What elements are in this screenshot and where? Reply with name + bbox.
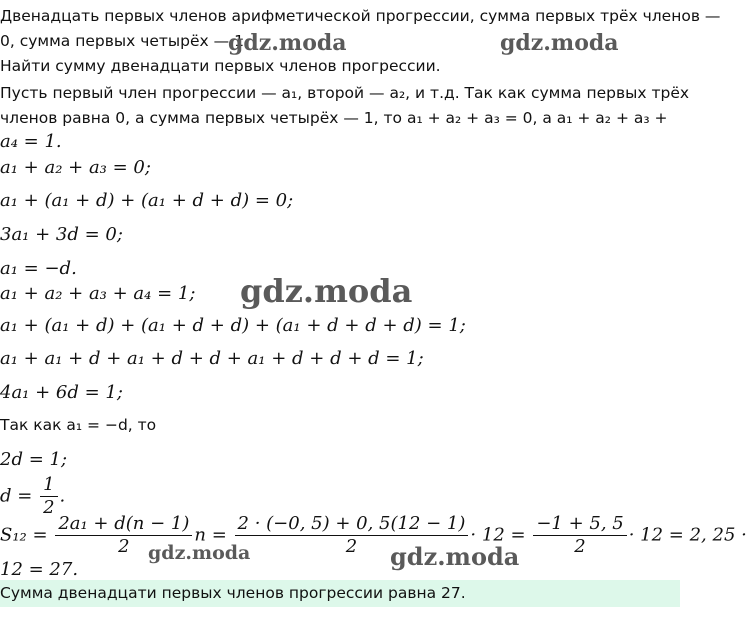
equation-8: 4a₁ + 6d = 1;	[0, 382, 123, 403]
s12-f2-denominator: 2	[345, 536, 358, 557]
s12-equation	[0, 513, 747, 558]
equation-3: 3a₁ + 3d = 0;	[0, 224, 123, 245]
answer-box	[0, 580, 680, 607]
solution-intro-1: Пусть первый член прогрессии — a₁, второй — a₂, и т.д. Так как сумма первых трёх	[0, 84, 690, 102]
s12-f3-denominator: 2	[574, 536, 586, 557]
s12-f1-numerator: 2a₁ + d(n − 1)	[55, 513, 192, 536]
s12-mid: · 12 =	[470, 524, 526, 546]
answer-text: Сумма двенадцати первых членов прогрессии равна 27.	[0, 584, 466, 602]
equation-1: a₁ + a₂ + a₃ = 0;	[0, 157, 151, 178]
equation-4: a₁ = −d.	[0, 258, 77, 279]
s12-n: n =	[194, 524, 227, 546]
eq11-numerator: 1	[40, 474, 57, 497]
equation-10: 2d = 1;	[0, 449, 68, 470]
watermark-logo: gdz.moda	[390, 542, 520, 571]
solution-intro-3: a₄ = 1.	[0, 131, 62, 152]
s12-f2-numerator: 2 · (−0, 5) + 0, 5(12 − 1)	[235, 513, 469, 536]
s12-tail: · 12 = 2, 25 ·	[628, 524, 747, 546]
s12-f3-numerator: −1 + 5, 5	[533, 513, 626, 536]
solution-intro-2: членов равна 0, а сумма первых четырёх — 1, то a₁ + a₂ + a₃ = 0, а a₁ + a₂ + a₃ +	[0, 109, 668, 127]
watermark-logo: gdz.moda	[240, 272, 413, 310]
equation-6: a₁ + (a₁ + d) + (a₁ + d + d) + (a₁ + d + d + d) = 1;	[0, 315, 466, 336]
eq11-lhs: d =	[0, 485, 33, 507]
problem-line-1: Двенадцать первых членов арифметической прогрессии, сумма первых трёх членов —	[0, 7, 721, 25]
eq11-denominator: 2	[43, 497, 55, 518]
watermark-logo: gdz.moda	[500, 30, 619, 56]
equation-7: a₁ + a₁ + d + a₁ + d + d + a₁ + d + d + d = 1;	[0, 348, 424, 369]
s12-fraction-3	[533, 513, 626, 558]
watermark-logo: gdz.moda	[228, 30, 347, 56]
problem-line-2: 0, сумма первых четырёх — 1.	[0, 32, 249, 50]
equation-2: a₁ + (a₁ + d) + (a₁ + d + d) = 0;	[0, 190, 294, 211]
watermark-logo: gdz.moda	[148, 542, 251, 564]
eq11-end: .	[59, 485, 66, 507]
equation-9: Так как a₁ = −d, то	[0, 416, 157, 434]
s12-f1-denominator: 2	[118, 536, 130, 557]
equation-5: a₁ + a₂ + a₃ + a₄ = 1;	[0, 283, 196, 304]
s12-line-2: 12 = 27.	[0, 559, 79, 580]
problem-line-3: Найти сумму двенадцати первых членов прогрессии.	[0, 57, 441, 75]
s12-lhs: S₁₂ =	[0, 524, 48, 546]
